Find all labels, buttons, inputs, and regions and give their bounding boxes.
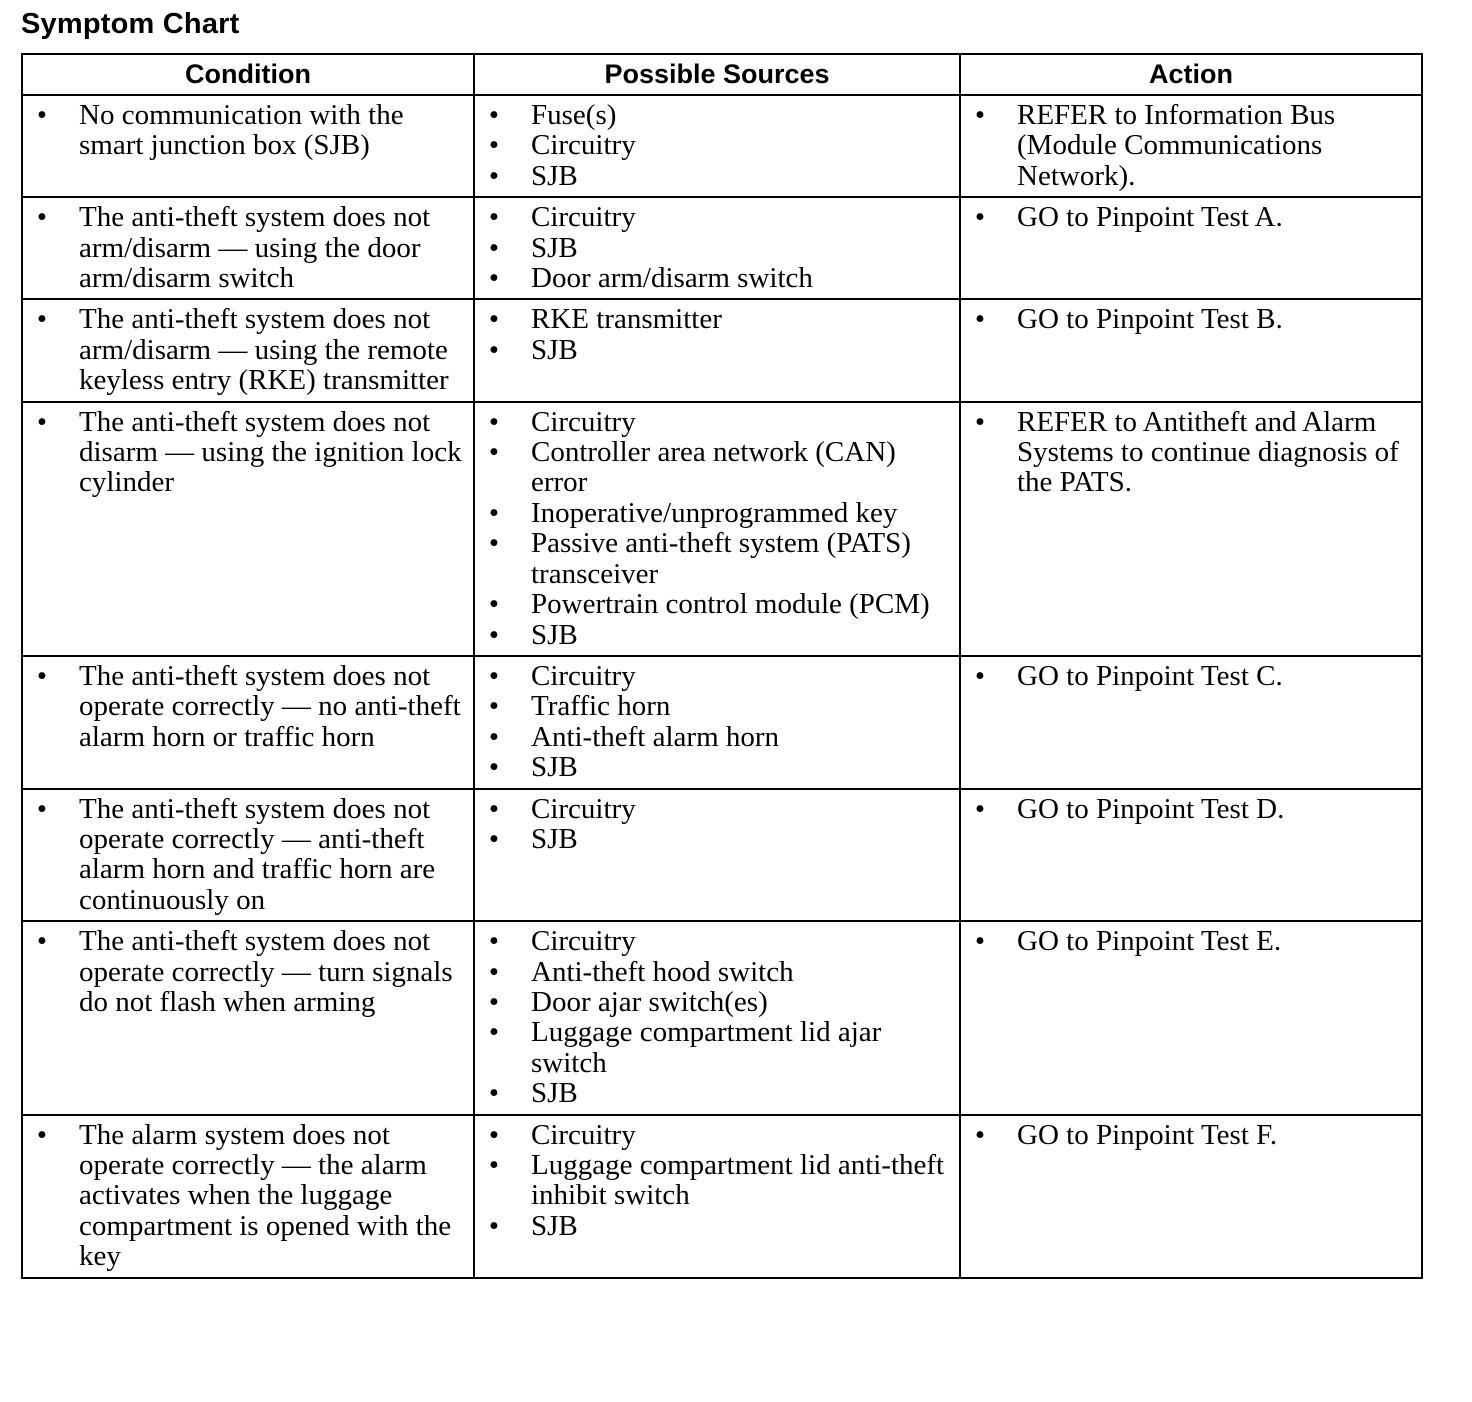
condition-item — [23, 794, 467, 916]
source-item — [475, 722, 953, 752]
action-item-text: GO to Pinpoint Test E. — [1017, 925, 1282, 958]
action-item — [961, 100, 1415, 191]
header-possible-sources: Possible Sources — [474, 54, 960, 95]
source-item-text: Door arm/disarm switch — [531, 262, 813, 295]
condition-item — [23, 1120, 467, 1272]
condition-item-text: The anti-theft system does not disarm — using the ignition lock cylinder — [79, 405, 462, 499]
source-item — [475, 926, 953, 956]
condition-cell — [22, 656, 474, 789]
source-item — [475, 528, 953, 589]
condition-item-text: No communication with the smart junction box (SJB) — [79, 99, 404, 162]
source-item — [475, 589, 953, 619]
bullet-icon: • — [36, 659, 48, 692]
bullet-icon: • — [488, 129, 500, 162]
bullet-icon: • — [488, 405, 500, 438]
bullet-icon: • — [36, 792, 48, 825]
bullet-icon: • — [488, 496, 500, 529]
source-item — [475, 1017, 953, 1078]
source-item-text: Circuitry — [531, 129, 636, 162]
possible-sources-cell — [474, 656, 960, 789]
page-title: Symptom Chart — [21, 8, 240, 40]
source-item-text: Circuitry — [531, 201, 636, 234]
condition-item-text: The anti-theft system does not operate correctly — no anti-theft alarm horn or traffic horn — [79, 659, 461, 753]
table-header-row — [22, 54, 1422, 95]
source-item-text: Luggage compartment lid ajar switch — [531, 1016, 882, 1079]
bullet-icon: • — [488, 527, 500, 560]
action-item — [961, 304, 1415, 334]
source-item-text: SJB — [531, 1077, 578, 1110]
bullet-icon: • — [488, 822, 500, 855]
bullet-icon: • — [974, 405, 986, 438]
action-item — [961, 407, 1415, 498]
bullet-icon: • — [488, 436, 500, 469]
bullet-icon: • — [488, 985, 500, 1018]
action-cell — [960, 197, 1422, 299]
bullet-icon: • — [488, 303, 500, 336]
condition-item — [23, 100, 467, 161]
bullet-icon: • — [488, 1149, 500, 1181]
bullet-icon: • — [488, 588, 500, 621]
condition-cell — [22, 197, 474, 299]
condition-cell — [22, 789, 474, 922]
source-item — [475, 1211, 953, 1241]
bullet-icon: • — [488, 659, 500, 692]
source-item-text: Luggage compartment lid anti-theft inhibit switch — [531, 1149, 945, 1212]
possible-sources-cell — [474, 299, 960, 401]
table-row — [22, 789, 1422, 922]
condition-item-text: The anti-theft system does not arm/disarm — using the remote keyless entry (RKE) transmitter — [79, 303, 449, 397]
bullet-icon: • — [974, 99, 986, 131]
bullet-icon: • — [36, 201, 48, 234]
bullet-icon: • — [488, 792, 500, 825]
bullet-icon: • — [36, 1118, 48, 1151]
table-row — [22, 656, 1422, 789]
source-item — [475, 794, 953, 824]
source-item — [475, 304, 953, 334]
condition-cell — [22, 1115, 474, 1278]
possible-sources-cell — [474, 921, 960, 1114]
action-cell — [960, 789, 1422, 922]
bullet-icon: • — [488, 201, 500, 234]
source-item — [475, 233, 953, 263]
table-row — [22, 95, 1422, 197]
source-item-text: Inoperative/unprogrammed key — [531, 496, 898, 529]
action-item — [961, 1120, 1415, 1150]
bullet-icon: • — [488, 99, 500, 131]
condition-item — [23, 661, 467, 752]
action-item-text: GO to Pinpoint Test D. — [1017, 792, 1285, 825]
bullet-icon: • — [488, 262, 500, 295]
source-item-text: Circuitry — [531, 659, 636, 692]
table-row — [22, 299, 1422, 401]
possible-sources-cell — [474, 402, 960, 656]
source-item — [475, 824, 953, 854]
header-action: Action — [960, 54, 1422, 95]
bullet-icon: • — [488, 333, 500, 366]
condition-cell — [22, 402, 474, 656]
source-item-text: SJB — [531, 1209, 578, 1242]
bullet-icon: • — [488, 955, 500, 988]
condition-cell — [22, 921, 474, 1114]
table-row — [22, 197, 1422, 299]
bullet-icon: • — [488, 1209, 500, 1242]
action-item-text: GO to Pinpoint Test B. — [1017, 303, 1283, 336]
source-item-text: RKE transmitter — [531, 303, 722, 336]
source-item — [475, 1150, 953, 1211]
source-item — [475, 100, 953, 130]
condition-item-text: The alarm system does not operate correctly — the alarm activates when the luggage compartment is opened with the key — [79, 1118, 452, 1273]
source-item-text: Powertrain control module (PCM) — [531, 588, 930, 621]
source-item — [475, 130, 953, 160]
bullet-icon: • — [974, 659, 986, 692]
condition-item — [23, 202, 467, 293]
source-item — [475, 620, 953, 650]
possible-sources-cell — [474, 789, 960, 922]
bullet-icon: • — [974, 792, 986, 825]
action-item-text: REFER to Information Bus (Module Communications Network). — [1017, 99, 1336, 192]
action-cell — [960, 299, 1422, 401]
source-item-text: Circuitry — [531, 1118, 636, 1151]
source-item — [475, 407, 953, 437]
condition-item-text: The anti-theft system does not operate correctly — anti-theft alarm horn and traffic horn are continuously on — [79, 792, 436, 916]
source-item-text: Anti-theft alarm horn — [531, 720, 780, 753]
bullet-icon: • — [488, 159, 500, 192]
source-item — [475, 161, 953, 191]
source-item-text: SJB — [531, 751, 578, 784]
bullet-icon: • — [36, 925, 48, 958]
source-item — [475, 752, 953, 782]
source-item — [475, 691, 953, 721]
possible-sources-cell — [474, 197, 960, 299]
bullet-icon: • — [488, 618, 500, 651]
source-item-text: Circuitry — [531, 792, 636, 825]
bullet-icon: • — [488, 690, 500, 723]
table-row — [22, 921, 1422, 1114]
source-item — [475, 263, 953, 293]
bullet-icon: • — [488, 1077, 500, 1110]
action-item — [961, 926, 1415, 956]
action-item-text: GO to Pinpoint Test C. — [1017, 659, 1283, 692]
source-item — [475, 437, 953, 498]
bullet-icon: • — [488, 1118, 500, 1151]
condition-item — [23, 407, 467, 498]
bullet-icon: • — [974, 201, 986, 234]
source-item-text: Circuitry — [531, 925, 636, 958]
action-cell — [960, 921, 1422, 1114]
source-item — [475, 957, 953, 987]
bullet-icon: • — [36, 405, 48, 438]
header-condition: Condition — [22, 54, 474, 95]
source-item-text: SJB — [531, 822, 578, 855]
source-item-text: Controller area network (CAN) error — [531, 436, 896, 499]
source-item-text: Anti-theft hood switch — [531, 955, 794, 988]
source-item — [475, 987, 953, 1017]
source-item-text: SJB — [531, 333, 578, 366]
symptom-chart-table — [21, 53, 1423, 1279]
condition-item — [23, 304, 467, 395]
source-item — [475, 1078, 953, 1108]
source-item-text: SJB — [531, 231, 578, 264]
condition-item-text: The anti-theft system does not operate correctly — turn signals do not flash when arming — [79, 925, 453, 1018]
source-item-text: Circuitry — [531, 405, 636, 438]
source-item — [475, 498, 953, 528]
bullet-icon: • — [488, 925, 500, 958]
bullet-icon: • — [488, 751, 500, 784]
action-cell — [960, 656, 1422, 789]
possible-sources-cell — [474, 1115, 960, 1278]
action-item-text: GO to Pinpoint Test A. — [1017, 201, 1283, 234]
source-item — [475, 1120, 953, 1150]
source-item-text: Passive anti-theft system (PATS) transceiver — [531, 527, 911, 590]
source-item-text: SJB — [531, 159, 578, 192]
table-row — [22, 1115, 1422, 1278]
action-item — [961, 202, 1415, 232]
bullet-icon: • — [488, 1016, 500, 1049]
source-item — [475, 335, 953, 365]
action-cell — [960, 1115, 1422, 1278]
bullet-icon: • — [36, 303, 48, 336]
action-item — [961, 794, 1415, 824]
bullet-icon: • — [488, 720, 500, 753]
condition-item — [23, 926, 467, 1017]
bullet-icon: • — [36, 99, 48, 131]
condition-cell — [22, 95, 474, 197]
bullet-icon: • — [974, 303, 986, 336]
action-item-text: REFER to Antitheft and Alarm Systems to continue diagnosis of the PATS. — [1017, 405, 1399, 499]
source-item-text: SJB — [531, 618, 578, 651]
condition-cell — [22, 299, 474, 401]
bullet-icon: • — [974, 925, 986, 958]
table-row — [22, 402, 1422, 656]
source-item — [475, 661, 953, 691]
action-cell — [960, 95, 1422, 197]
condition-item-text: The anti-theft system does not arm/disarm — using the door arm/disarm switch — [79, 201, 431, 295]
bullet-icon: • — [488, 231, 500, 264]
source-item — [475, 202, 953, 232]
action-item — [961, 661, 1415, 691]
bullet-icon: • — [974, 1118, 986, 1151]
source-item-text: Door ajar switch(es) — [531, 985, 768, 1018]
possible-sources-cell — [474, 95, 960, 197]
source-item-text: Traffic horn — [531, 690, 671, 723]
action-cell — [960, 402, 1422, 656]
source-item-text: Fuse(s) — [531, 99, 617, 131]
action-item-text: GO to Pinpoint Test F. — [1017, 1118, 1278, 1151]
